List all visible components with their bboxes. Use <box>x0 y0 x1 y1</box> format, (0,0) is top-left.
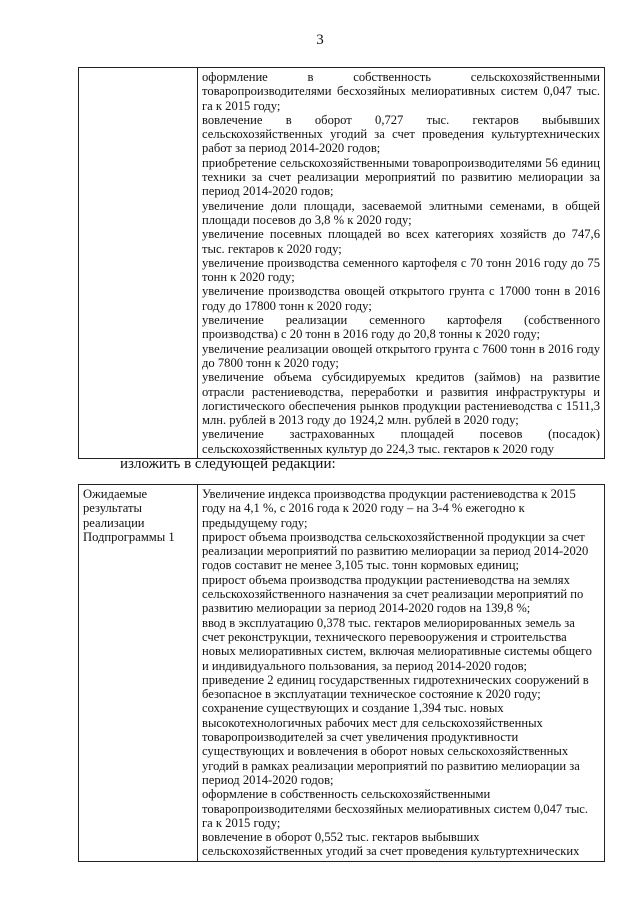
results-table-new <box>78 484 605 862</box>
table-row <box>79 68 605 459</box>
list-item: увеличение доли площади, засеваемой элитными семенами, в общей площади посевов до 3,8 % к 2020 году; <box>202 198 600 227</box>
results-table-old <box>78 67 605 459</box>
list-item: увеличение производства овощей открытого грунта с 17000 тонн в 2016 году до 17800 тонн к 2020 году; <box>202 284 600 313</box>
list-item: увеличение производства семенного картофеля с 70 тонн 2016 году до 75 тонн к 2020 году; <box>202 255 600 285</box>
table-right-cell <box>198 68 605 459</box>
list-item: увеличение объема субсидируемых кредитов (займов) на развитие отрасли растениеводства, переработки и развития инфраструктуры и логистического обеспечения рынков продукции растениеводства с 1511,3 млн. рублей в 2013 году до 1924,2 млн. рублей в 2020 году; <box>202 370 600 428</box>
table-left-cell <box>79 68 198 459</box>
table-left-cell: Ожидаемые результаты реализации Подпрограммы 1 <box>79 485 198 862</box>
page-number: 3 <box>316 32 324 48</box>
list-item: увеличение посевных площадей во всех категориях хозяйств до 747,6 тыс. гектаров к 2020 году; <box>202 227 600 256</box>
list-item: прирост объема производства сельскохозяйственной продукции за счет реализации мероприятий по развитию мелиорации за период 2014-2020 годов составит не менее 3,105 тыс. тонн кормовых единиц; <box>202 529 589 573</box>
list-item: вовлечение в оборот 0,727 тыс. гектаров выбывших сельскохозяйственных угодий за счет проведения культуртехнических работ за период 2014-2020 годов; <box>202 112 600 156</box>
list-item: приведение 2 единиц государственных гидротехнических сооружений в безопасное в эксплуатации техническое состояние к 2020 году; <box>202 672 589 702</box>
list-item: вовлечение в оборот 0,552 тыс. гектаров выбывших сельскохозяйственных угодий за счет проведения культуртехнических <box>202 830 580 859</box>
list-item: оформление в собственность сельскохозяйственными товаропроизводителями бесхозяйных мелиоративных систем 0,047 тыс. га к 2015 году; <box>202 70 600 113</box>
section-heading: изложить в следующей редакции: <box>120 456 336 472</box>
list-item: приобретение сельскохозяйственными товаропроизводителями 56 единиц техники за счет реализации мероприятий по развитию мелиорации за период 2014-2020 годов; <box>202 155 600 199</box>
list-item: ввод в эксплуатацию 0,378 тыс. гектаров мелиорированных земель за счет реконструкции, технического перевооружения и строительства новых мелиоративных систем, включая мелиоративные системы общего и индивидуального пользования, за период 2014-2020 годов; <box>202 615 592 673</box>
table-row <box>79 485 605 862</box>
table-right-cell <box>198 485 605 862</box>
list-item: прирост объема производства продукции растениеводства на землях сельскохозяйственного назначения за счет реализации мероприятий по развитию мелиорации за период 2014-2020 годов на 139,8 %; <box>202 572 584 616</box>
list-item: увеличение застрахованных площадей посевов (посадок) сельскохозяйственных культур до 224,3 тыс. гектаров к 2020 году <box>202 427 600 456</box>
list-item: увеличение реализации семенного картофеля (собственного производства) с 20 тонн в 2016 году до 20,8 тонны к 2020 году; <box>202 313 600 342</box>
list-item: Увеличение индекса производства продукции растениеводства к 2015 году на 4,1 %, с 2016 года к 2020 году – на 3-4 % ежегодно к предыдущему году; <box>202 487 576 530</box>
list-item: оформление в собственность сельскохозяйственными товаропроизводителями бесхозяйных мелиоративных систем 0,047 тыс. га к 2015 году; <box>202 787 589 830</box>
list-item: сохранение существующих и создание 1,394 тыс. новых высокотехнологичных рабочих мест для сельскохозяйственных товаропроизводителей за счет увеличения продуктивности существующих и вовлечения в оборот новых сельскохозяйственных угодий в рамках реализации мероприятий по развитию мелиорации за период 2014-2020 годов; <box>202 701 580 787</box>
list-item: увеличение реализации овощей открытого грунта с 7600 тонн в 2016 году до 7800 тонн к 2020 году; <box>202 341 600 370</box>
